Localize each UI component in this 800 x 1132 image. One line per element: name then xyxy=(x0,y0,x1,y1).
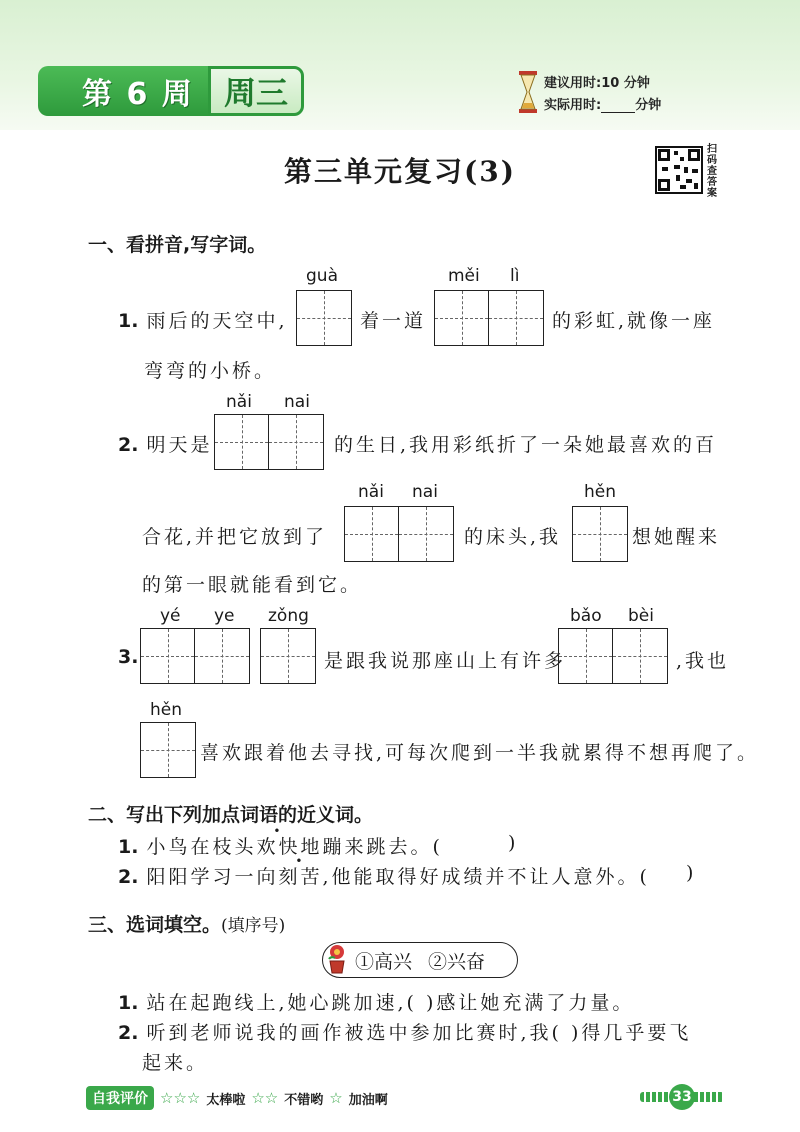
pinyin-mei: měi xyxy=(448,266,480,286)
answer-grid-nainai-1[interactable] xyxy=(214,414,324,470)
answer-grid-hen-2[interactable] xyxy=(140,722,196,778)
qr-caption: 扫码查答案 xyxy=(707,144,717,199)
s2-q2: 2. 阳阳学习一向刻苦,他能取得好成绩并不让人意外。( xyxy=(118,866,650,888)
q1-text-b: 着一道 xyxy=(360,310,427,332)
pinyin-nai4: nai xyxy=(412,482,438,502)
q3-num: 3. xyxy=(118,646,139,668)
dotted-word-2: 刻苦 xyxy=(278,866,323,888)
answer-grid-meili[interactable] xyxy=(434,290,544,346)
dotted-word-1: 欢快 xyxy=(256,836,301,858)
pinyin-li: lì xyxy=(510,266,520,286)
q2-text-line2b: 的床头,我 xyxy=(464,526,562,548)
s3-q2: 2. 听到老师说我的画作被选中参加比赛时,我( )得几乎要飞 xyxy=(118,1022,692,1044)
section2-heading: 二、写出下列加点词语的近义词。 xyxy=(88,804,374,826)
s2-q2-close: ) xyxy=(686,862,697,884)
q3-text-a: 是跟我说那座山上有许多 xyxy=(324,650,567,672)
pinyin-nai3: nǎi xyxy=(358,482,384,502)
pinyin-hen1: hěn xyxy=(584,482,617,502)
pinyin-zong: zǒng xyxy=(268,606,309,626)
section1-heading: 一、看拼音,写字词。 xyxy=(88,234,267,256)
star-icon-1[interactable]: ☆ xyxy=(329,1089,343,1107)
page-number: 33 xyxy=(640,1084,724,1110)
answer-grid-baobei[interactable] xyxy=(558,628,668,684)
answer-grid-zong[interactable] xyxy=(260,628,316,684)
q2-text-a: 2. 明天是 xyxy=(118,434,213,456)
pinyin-gua: guà xyxy=(306,266,338,286)
pinyin-nai2: nai xyxy=(284,392,310,412)
rating-keep-going: 加油啊 xyxy=(348,1092,388,1108)
s3-q2-line2: 起来。 xyxy=(142,1052,209,1074)
s3-q1: 1. 站在起跑线上,她心跳加速,( )感让她充满了力量。 xyxy=(118,992,635,1014)
q1-text-c: 的彩虹,就像一座 xyxy=(552,310,716,332)
section3-heading: 三、选词填空。(填序号) xyxy=(88,914,286,936)
pinyin-ye2: ye xyxy=(214,606,235,626)
flower-pot-icon xyxy=(326,944,348,974)
day-badge: 周三 xyxy=(208,66,304,116)
actual-time-blank[interactable] xyxy=(601,101,635,113)
suggested-time: 建议用时:10 分钟 xyxy=(544,76,650,91)
page-title: 第三单元复习(3) xyxy=(284,155,516,188)
self-evaluation xyxy=(86,1086,388,1110)
q2-text-line2c: 想她醒来 xyxy=(632,526,721,548)
s2-q1: 1. 小鸟在枝头欢快地蹦来跳去。( xyxy=(118,836,443,858)
word-options xyxy=(322,942,518,978)
answer-grid-yeye[interactable] xyxy=(140,628,250,684)
rating-great: 太棒啦 xyxy=(206,1092,246,1108)
q1-text-line2: 弯弯的小桥。 xyxy=(144,360,277,382)
answer-grid-hen-1[interactable] xyxy=(572,506,628,562)
pinyin-ye1: yé xyxy=(160,606,181,626)
q3-text-b: ,我也 xyxy=(676,650,730,672)
option-1: ①高兴 xyxy=(355,950,413,973)
answer-grid-nainai-2[interactable] xyxy=(344,506,454,562)
week-badge: 第 6 周 xyxy=(38,66,228,116)
actual-time: 实际用时: 分钟 xyxy=(544,98,662,113)
star-icon-2[interactable]: ☆☆ xyxy=(251,1089,279,1107)
hourglass-icon xyxy=(518,70,538,114)
q3-text-line2: 喜欢跟着他去寻找,可每次爬到一半我就累得不想再爬了。 xyxy=(200,742,760,764)
rating-good: 不错哟 xyxy=(284,1092,324,1108)
answer-grid-gua[interactable] xyxy=(296,290,352,346)
pinyin-bei: bèi xyxy=(628,606,654,626)
q1-text-a: 1. 雨后的天空中, xyxy=(118,310,288,332)
q2-text-line3: 的第一眼就能看到它。 xyxy=(142,574,363,596)
s2-q1-close: ) xyxy=(508,832,519,854)
pinyin-bao: bǎo xyxy=(570,606,602,626)
q2-text-line2a: 合花,并把它放到了 xyxy=(142,526,328,548)
pinyin-hen2: hěn xyxy=(150,700,183,720)
time-box xyxy=(518,68,680,120)
option-2: ②兴奋 xyxy=(428,950,486,973)
pinyin-nai1: nǎi xyxy=(226,392,252,412)
self-eval-label: 自我评价 xyxy=(86,1086,154,1110)
star-icon-3[interactable]: ☆☆☆ xyxy=(160,1089,201,1107)
q2-text-b: 的生日,我用彩纸折了一朵她最喜欢的百 xyxy=(334,434,718,456)
